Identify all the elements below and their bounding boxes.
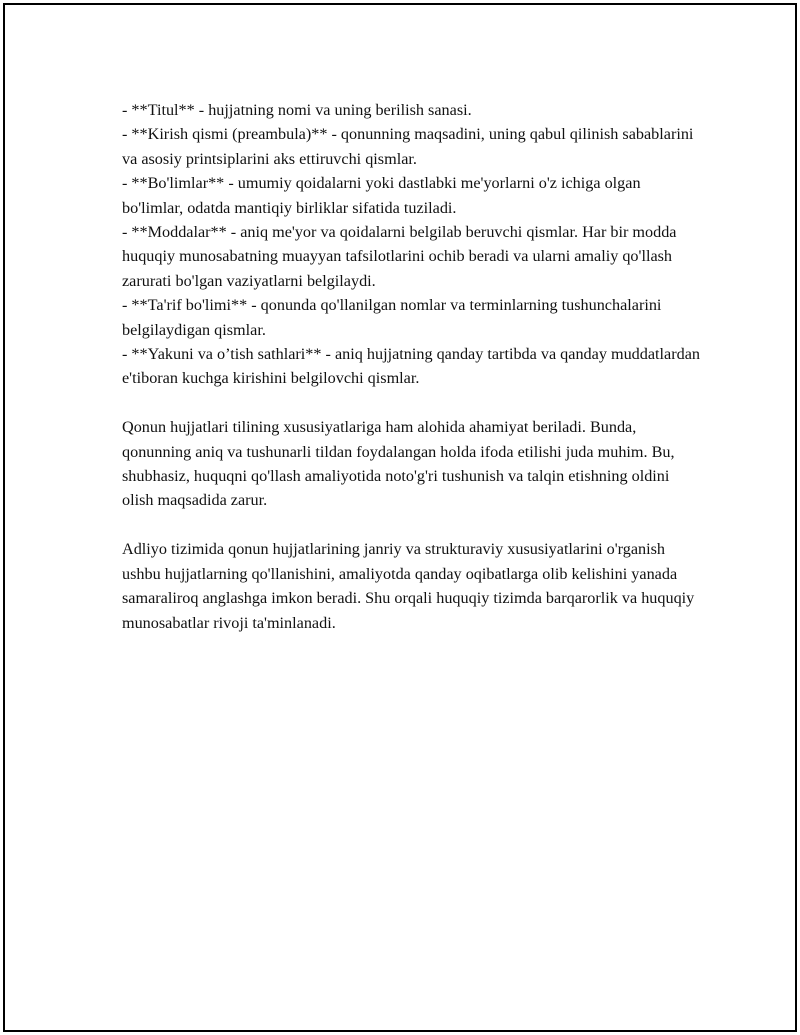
document-body [122,98,702,635]
list-item-tarif: - **Ta'rif bo'limi** - qonunda qo'llanilgan nomlar va terminlarning tushunchalarini belgilaydigan qismlar. [122,296,662,339]
list-item-moddalar: - **Moddalar** - aniq me'yor va qoidalarni belgilab beruvchi qismlar. Har bir modda huquqiy munosabatning muayyan tafsilotlarini ochib beradi va ularni amaliy qo'llash zarurati bo'lgan vaziyatlarni belgilaydi. [122,223,677,290]
list-item-bolimlar: - **Bo'limlar** - umumiy qoidalarni yoki dastlabki me'yorlarni o'z ichiga olgan bo'limlar, odatda mantiqiy birliklar sifatida tuziladi. [122,174,641,217]
list-item-yakuni: - **Yakuni va o’tish sathlari** - aniq hujjatning qanday tartibda va qanday muddatlardan e'tiboran kuchga kirishini belgilovchi qismlar. [122,345,700,388]
page [3,3,797,1032]
list-item-preambula: - **Kirish qismi (preambula)** - qonunning maqsadini, uning qabul qilinish sabablarini va asosiy printsiplarini aks ettiruvchi qismlar. [122,125,694,168]
structure-list [122,98,702,391]
paragraph-language: Qonun hujjatlari tilining xususiyatlariga ham alohida ahamiyat beriladi. Bunda, qonunning aniq va tushunarli tildan foydalangan holda ifoda etilishi juda muhim. Bu, shubhasiz, huquqni qo'llash amaliyotida noto'g'ri tushunish va talqin etishning oldini olish maqsadida zarur. [122,418,675,510]
paragraph-conclusion: Adliyo tizimida qonun hujjatlarining janriy va strukturaviy xususiyatlarini o'rganish ushbu hujjatlarning qo'llanishini, amaliyotda qanday oqibatlarga olib kelishini yanada samaraliroq anglashga imkon beradi. Shu orqali huquqiy tizimda barqarorlik va huquqiy munosabatlar rivoji ta'minlanadi. [122,540,695,632]
list-item-titul: - **Titul** - hujjatning nomi va uning berilish sanasi. [122,101,472,119]
